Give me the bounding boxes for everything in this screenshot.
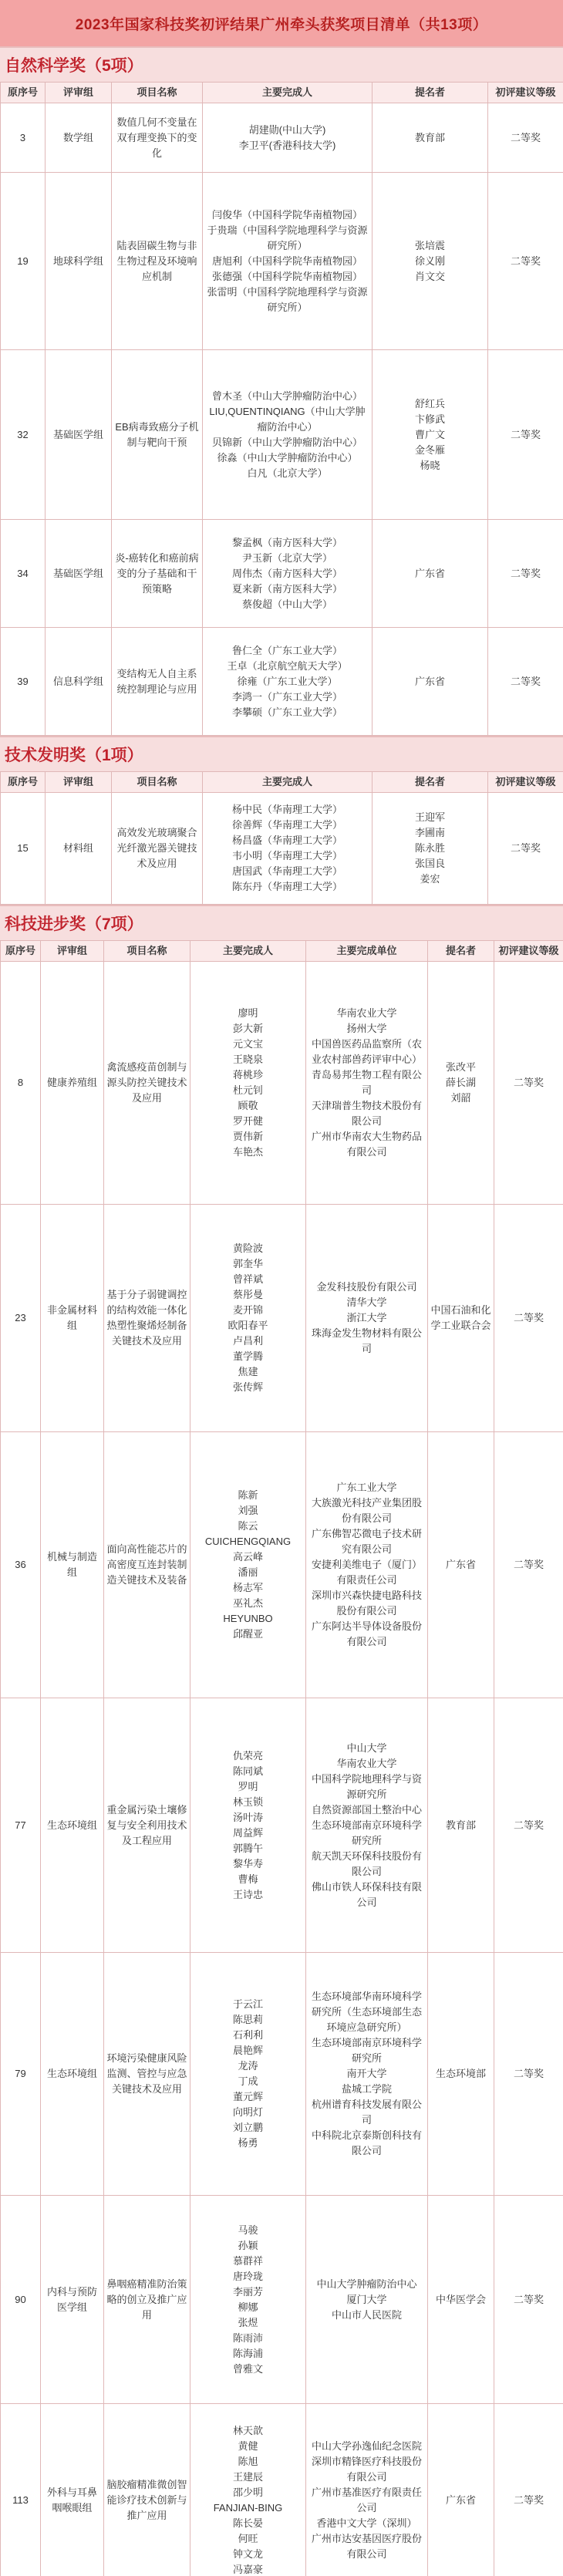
header-cell: 初评建议等级 <box>494 941 563 962</box>
header-cell: 原序号 <box>1 83 46 103</box>
nominator <box>428 1432 494 1698</box>
project-name: 数值几何不变量在双有理变换下的变化 <box>112 103 203 173</box>
main-contributors-line: 黄健 <box>238 2439 258 2452</box>
main-contributors-line: 陈长晏 <box>232 2517 263 2529</box>
nominator-line: 薛长湖 <box>445 1077 476 1088</box>
nominator-line: 杨晓 <box>420 459 440 471</box>
completion-units-line: 华南农业大学 <box>336 1757 397 1769</box>
award-level: 二等奖 <box>488 173 563 350</box>
main-contributors-line: 闫俊华（中国科学院华南植物园） <box>211 208 362 221</box>
main-contributors <box>190 2196 306 2404</box>
award-level: 二等奖 <box>488 103 563 173</box>
row-number: 19 <box>1 173 46 350</box>
row-number: 113 <box>1 2404 41 2576</box>
nominator-line: 广东省 <box>445 1559 476 1570</box>
completion-units-line: 青岛易邦生物工程有限公司 <box>311 1069 422 1096</box>
main-contributors-line: 孙颖 <box>238 2239 258 2251</box>
main-contributors-line: 唐国武（华南理工大学） <box>231 865 342 877</box>
main-contributors-line: 于贵瑞（中国科学院地理科学与资源研究所） <box>207 224 368 251</box>
main-contributors <box>203 793 373 905</box>
table-row <box>1 2196 563 2404</box>
table-row <box>1 1698 563 1953</box>
section-heading-progress: 科技进步奖（7项） <box>0 905 563 940</box>
main-contributors-line: 慕群祥 <box>232 2254 263 2267</box>
main-contributors <box>190 1698 306 1953</box>
main-contributors-line: 徐淼（中山大学肿瘤防治中心） <box>217 451 358 464</box>
main-contributors <box>190 1205 306 1432</box>
main-contributors-line: 王卓（北京航空航天大学） <box>227 659 348 672</box>
main-contributors-line: 夏来新（南方医科大学） <box>231 582 342 595</box>
project-name: 基于分子弱键调控的结构效能一体化热塑性聚烯烃制备关键技术及应用 <box>104 1205 190 1432</box>
completion-units-line: 广州市基准医疗有限责任公司 <box>311 2486 422 2514</box>
project-name: 面向高性能芯片的高密度互连封装制造关键技术及装备 <box>104 1432 190 1698</box>
main-contributors-line: 麦开锦 <box>232 1304 263 1316</box>
main-contributors <box>203 103 373 173</box>
main-contributors-line: 陈旭 <box>238 2455 258 2467</box>
completion-units-line: 自然资源部国土整治中心 <box>311 1803 422 1816</box>
completion-units <box>306 2404 428 2576</box>
main-contributors <box>203 350 373 520</box>
main-contributors-line: 焦建 <box>238 1366 258 1377</box>
header-cell: 提名者 <box>373 772 488 793</box>
completion-units-line: 杭州谱育科技发展有限公司 <box>311 2099 422 2126</box>
award-level: 二等奖 <box>494 2404 563 2576</box>
main-contributors-line: 韦小明（华南理工大学） <box>231 850 342 861</box>
main-contributors-line: 欧阳春平 <box>228 1320 268 1331</box>
completion-units-line: 大族激光科技产业集团股份有限公司 <box>311 1497 422 1524</box>
header-cell: 项目名称 <box>112 772 203 793</box>
completion-units-line: 中国兽医药品监察所（农业农村部兽药评审中心） <box>311 1038 422 1065</box>
nominator <box>373 793 488 905</box>
main-contributors-line: 邵少明 <box>232 2486 263 2498</box>
table-row <box>1 103 563 173</box>
section-heading-invention: 技术发明奖（1项） <box>0 736 563 771</box>
project-name: 禽流感疫苗创制与源头防控关键技术及应用 <box>104 962 190 1205</box>
main-contributors <box>203 173 373 350</box>
main-contributors-line: 晨艳辉 <box>232 2045 263 2056</box>
main-contributors-line: 龙涛 <box>238 2060 258 2072</box>
completion-units-line: 航天凯天环保科技股份有限公司 <box>311 1849 422 1877</box>
header-cell: 初评建议等级 <box>488 83 563 103</box>
main-contributors-line: 冯嘉豪 <box>232 2563 263 2575</box>
project-name: 重金属污染土壤修复与安全利用技术及工程应用 <box>104 1698 190 1953</box>
award-level: 二等奖 <box>494 1432 563 1698</box>
main-contributors-line: 丁成 <box>238 2075 258 2087</box>
review-group: 健康养殖组 <box>41 962 104 1205</box>
completion-units <box>306 962 428 1205</box>
main-contributors-line: 马骏 <box>238 2224 258 2236</box>
main-contributors-line: HEYUNBO <box>223 1613 273 1624</box>
completion-units-line: 广东阿达半导体设备股份有限公司 <box>311 1620 422 1647</box>
main-contributors-line: 柳娜 <box>238 2301 258 2313</box>
completion-units-line: 扬州大学 <box>346 1023 387 1034</box>
completion-units-line: 安捷利美维电子（厦门）有限责任公司 <box>311 1559 422 1586</box>
project-name: EB病毒致癌分子机制与靶向干预 <box>112 350 203 520</box>
nominator-line: 张培震 <box>414 239 445 251</box>
completion-units-line: 南开大学 <box>346 2068 387 2079</box>
nominator <box>373 520 488 628</box>
main-contributors-line: 李卫平(香港科技大学) <box>238 139 336 151</box>
row-number: 32 <box>1 350 46 520</box>
nominator-line: 金冬雁 <box>414 443 445 456</box>
nominator-line: 徐义刚 <box>414 255 445 267</box>
main-contributors-line: 仇荣亮 <box>232 1749 263 1762</box>
review-group: 数学组 <box>46 103 112 173</box>
main-contributors-line: 蔡彤曼 <box>232 1289 263 1300</box>
main-contributors-line: 车艳杰 <box>232 1146 263 1158</box>
main-contributors-line: 徐善辉（华南理工大学） <box>231 819 342 831</box>
main-contributors-line: LIU,QUENTINQIANG（中山大学肿瘤防治中心） <box>209 405 366 433</box>
nominator-line: 广东省 <box>414 567 445 579</box>
main-contributors-line: 张传辉 <box>232 1381 263 1393</box>
main-contributors-line: 彭大新 <box>232 1023 263 1034</box>
project-name: 鼻咽癌精准防治策略的创立及推广应用 <box>104 2196 190 2404</box>
nominator-line: 李圃南 <box>414 827 445 838</box>
main-contributors-line: 何旺 <box>238 2532 258 2544</box>
award-level: 二等奖 <box>494 2196 563 2404</box>
project-name: 陆表固碳生物与非生物过程及环境响应机制 <box>112 173 203 350</box>
header-cell: 评审组 <box>46 772 112 793</box>
nominator <box>428 962 494 1205</box>
completion-units-line: 生态环境部华南环境科学研究所（生态环境部生态环境应急研究所） <box>311 1991 422 2033</box>
review-group: 生态环境组 <box>41 1953 104 2196</box>
main-contributors-line: 曾雅文 <box>232 2362 263 2375</box>
main-contributors <box>203 520 373 628</box>
review-group: 信息科学组 <box>46 628 112 736</box>
review-group: 内科与预防医学组 <box>41 2196 104 2404</box>
completion-units-line: 广州市华南农大生物药品有限公司 <box>311 1131 422 1158</box>
main-contributors-line: 陈新 <box>238 1489 258 1501</box>
nominator-line: 舒红兵 <box>414 397 445 410</box>
main-contributors-line: 石利利 <box>232 2029 263 2041</box>
award-level: 二等奖 <box>488 628 563 736</box>
main-contributors-line: 黎华寿 <box>232 1857 263 1870</box>
nominator-line: 卞修武 <box>414 413 445 425</box>
completion-units-line: 中山大学 <box>346 1741 387 1754</box>
nominator <box>373 173 488 350</box>
completion-units-line: 广东佛智芯微电子技术研究有限公司 <box>311 1528 422 1555</box>
row-number: 79 <box>1 1953 41 2196</box>
table-row <box>1 1953 563 2196</box>
completion-units <box>306 1953 428 2196</box>
header-cell: 主要完成人 <box>190 941 306 962</box>
table-row <box>1 793 563 905</box>
nominator <box>428 1205 494 1432</box>
completion-units-line: 中山市人民医院 <box>331 2308 402 2321</box>
review-group: 基础医学组 <box>46 520 112 628</box>
nominator-line: 教育部 <box>445 1819 476 1831</box>
project-name: 变结构无人自主系统控制理论与应用 <box>112 628 203 736</box>
section-heading-natural: 自然科学奖（5项） <box>0 46 563 82</box>
main-contributors-line: 张雷明（中国科学院地理科学与资源研究所） <box>207 285 368 313</box>
header-cell: 初评建议等级 <box>488 772 563 793</box>
header-cell: 主要完成单位 <box>306 941 428 962</box>
main-contributors-line: 张煜 <box>238 2316 258 2328</box>
header-cell: 提名者 <box>373 83 488 103</box>
nominator <box>373 350 488 520</box>
main-contributors-line: 鲁仁全（广东工业大学） <box>231 644 342 656</box>
nominator-line: 姜宏 <box>420 873 440 885</box>
completion-units-line: 广州市达安基因医疗股份有限公司 <box>311 2532 422 2560</box>
main-contributors-line: 潘丽 <box>238 1566 258 1578</box>
main-contributors <box>190 1953 306 2196</box>
completion-units-line: 中山大学孙逸仙纪念医院 <box>311 2439 422 2452</box>
completion-units-line: 佛山市铁人环保科技有限公司 <box>311 1880 422 1908</box>
main-contributors-line: 李攀硕（广东工业大学） <box>231 706 342 718</box>
nominator-line: 生态环境部 <box>435 2068 486 2079</box>
main-contributors-line: 罗开健 <box>232 1115 263 1127</box>
main-contributors-line: 郭腾午 <box>232 1842 263 1854</box>
nominator-line: 广东省 <box>445 2493 476 2506</box>
main-contributors-line: 卢昌利 <box>232 1335 263 1347</box>
main-contributors-line: 杨勇 <box>238 2137 258 2149</box>
award-level: 二等奖 <box>488 793 563 905</box>
main-contributors-line: 王建辰 <box>232 2470 263 2483</box>
completion-units-line: 清华大学 <box>346 1296 387 1308</box>
main-contributors-line: 元文宝 <box>232 1038 263 1050</box>
main-contributors-line: 向明灯 <box>232 2106 263 2118</box>
header-cell: 评审组 <box>41 941 104 962</box>
completion-units-line: 生态环境部南京环境科学研究所 <box>311 2037 422 2064</box>
project-name: 高效发光玻璃聚合光纤激光器关键技术及应用 <box>112 793 203 905</box>
header-cell: 项目名称 <box>112 83 203 103</box>
row-number: 23 <box>1 1205 41 1432</box>
main-contributors-line: 王晓泉 <box>232 1054 263 1065</box>
review-group: 外科与耳鼻咽喉眼组 <box>41 2404 104 2576</box>
table-row <box>1 1205 563 1432</box>
review-group: 基础医学组 <box>46 350 112 520</box>
main-contributors-line: 邱醒亚 <box>232 1628 263 1640</box>
completion-units-line: 金发科技股份有限公司 <box>316 1281 417 1293</box>
main-contributors-line: 陈东丹（华南理工大学） <box>231 881 342 892</box>
nominator-line: 王迎军 <box>414 811 445 823</box>
review-group: 地球科学组 <box>46 173 112 350</box>
nominator-line: 张改平 <box>445 1061 476 1073</box>
review-group: 非金属材料组 <box>41 1205 104 1432</box>
nominator <box>428 2196 494 2404</box>
main-contributors-line: CUICHENGQIANG <box>204 1536 292 1547</box>
main-contributors-line: 曾木圣（中山大学肿瘤防治中心） <box>211 389 362 402</box>
main-contributors-line: 唐玲珑 <box>232 2270 263 2282</box>
main-contributors-line: 顾敬 <box>238 1100 258 1111</box>
nominator-line: 肖文交 <box>414 270 445 282</box>
review-group: 生态环境组 <box>41 1698 104 1953</box>
nominator-line: 教育部 <box>414 131 445 143</box>
completion-units-line: 广东工业大学 <box>336 1482 397 1493</box>
main-contributors <box>190 2404 306 2576</box>
main-contributors-line: 曹梅 <box>238 1873 258 1885</box>
completion-units-line: 厦门大学 <box>346 2293 387 2305</box>
completion-units <box>306 1698 428 1953</box>
header-cell: 评审组 <box>46 83 112 103</box>
completion-units-line: 中山大学肿瘤防治中心 <box>316 2278 417 2290</box>
completion-units-line: 天津瑞普生物技术股份有限公司 <box>311 1100 422 1127</box>
completion-units <box>306 1432 428 1698</box>
main-contributors-line: 林天歆 <box>232 2424 263 2436</box>
main-contributors-line: 钟文龙 <box>232 2547 263 2560</box>
nominator-line: 陈永胜 <box>414 842 445 854</box>
completion-units-line: 中科院北京泰斯创科技有限公司 <box>311 2129 422 2156</box>
table-row <box>1 350 563 520</box>
completion-units-line: 浙江大学 <box>346 1312 387 1323</box>
main-contributors-line: 林玉锁 <box>232 1795 263 1808</box>
row-number: 39 <box>1 628 46 736</box>
award-level: 二等奖 <box>494 1953 563 2196</box>
completion-units-line: 深圳市兴森快捷电路科技股份有限公司 <box>311 1590 422 1617</box>
nominator-line: 曹广文 <box>414 428 445 440</box>
main-contributors-line: 于云江 <box>232 1998 263 2010</box>
natural-table <box>0 82 563 736</box>
main-contributors-line: 徐雍（广东工业大学） <box>237 675 338 687</box>
main-contributors <box>190 962 306 1205</box>
header-cell: 主要完成人 <box>203 772 373 793</box>
main-contributors-line: 周益辉 <box>232 1826 263 1839</box>
row-number: 90 <box>1 2196 41 2404</box>
main-contributors-line: FANJIAN-BING <box>213 2501 283 2514</box>
nominator <box>428 1953 494 2196</box>
main-contributors-line: 白凡（北京大学） <box>247 467 328 479</box>
table-row <box>1 628 563 736</box>
row-number: 3 <box>1 103 46 173</box>
main-contributors-line: 贾伟新 <box>232 1131 263 1142</box>
main-contributors-line: 陈海浦 <box>232 2347 263 2359</box>
main-contributors-line: 罗明 <box>238 1780 258 1792</box>
main-contributors-line: 陈同斌 <box>232 1765 263 1777</box>
table-row <box>1 962 563 1205</box>
table-row <box>1 520 563 628</box>
completion-units-line: 盐城工学院 <box>341 2083 392 2095</box>
table-row <box>1 1432 563 1698</box>
invention-header-row <box>1 772 563 793</box>
main-contributors-line: 杨昌盛（华南理工大学） <box>231 835 342 846</box>
main-contributors-line: 唐旭利（中国科学院华南植物园） <box>211 255 362 267</box>
completion-units-line: 华南农业大学 <box>336 1007 397 1019</box>
row-number: 15 <box>1 793 46 905</box>
main-contributors-line: 尹玉新（北京大学） <box>241 551 332 564</box>
main-contributors-line: 李鸿一（广东工业大学） <box>231 690 342 703</box>
header-cell: 原序号 <box>1 941 41 962</box>
completion-units <box>306 1205 428 1432</box>
main-contributors <box>203 628 373 736</box>
review-group: 机械与制造组 <box>41 1432 104 1698</box>
main-contributors-line: 巫礼杰 <box>232 1597 263 1609</box>
main-contributors-line: 王诗忠 <box>232 1888 263 1900</box>
header-cell: 提名者 <box>428 941 494 962</box>
project-name: 脑胶瘤精准微创智能诊疗技术创新与推广应用 <box>104 2404 190 2576</box>
main-contributors <box>190 1432 306 1698</box>
main-contributors-line: 陈云 <box>238 1520 258 1532</box>
main-contributors-line: 蒋桃珍 <box>232 1069 263 1081</box>
nominator-line: 刘韶 <box>450 1092 471 1104</box>
row-number: 36 <box>1 1432 41 1698</box>
completion-units-line: 深圳市精锋医疗科技股份有限公司 <box>311 2455 422 2483</box>
main-contributors-line: 张德强（中国科学院华南植物园） <box>211 270 362 282</box>
page-title: 2023年国家科技奖初评结果广州牵头获奖项目清单（共13项） <box>0 0 563 46</box>
header-cell: 项目名称 <box>104 941 190 962</box>
main-contributors-line: 蔡俊超（中山大学） <box>241 598 332 610</box>
main-contributors-line: 陈思莉 <box>232 2014 263 2025</box>
main-contributors-line: 贝锦新（中山大学肿瘤防治中心） <box>211 436 362 448</box>
row-number: 8 <box>1 962 41 1205</box>
header-cell: 原序号 <box>1 772 46 793</box>
nominator <box>373 628 488 736</box>
table-row <box>1 2404 563 2576</box>
main-contributors-line: 曾祥斌 <box>232 1273 263 1285</box>
main-contributors-line: 胡建勋(中山大学) <box>248 123 326 136</box>
main-contributors-line: 黄险波 <box>232 1242 263 1254</box>
award-level: 二等奖 <box>488 350 563 520</box>
main-contributors-line: 郭奎华 <box>232 1258 263 1269</box>
progress-header-row <box>1 941 563 962</box>
completion-units <box>306 2196 428 2404</box>
nominator <box>373 103 488 173</box>
nominator-line: 广东省 <box>414 675 445 687</box>
project-name: 环境污染健康风险监测、管控与应急关键技术及应用 <box>104 1953 190 2196</box>
main-contributors-line: 杜元钊 <box>232 1084 263 1096</box>
award-level: 二等奖 <box>488 520 563 628</box>
main-contributors-line: 杨志军 <box>232 1582 263 1593</box>
table-row <box>1 173 563 350</box>
main-contributors-line: 周伟杰（南方医科大学） <box>231 567 342 579</box>
main-contributors-line: 汤叶涛 <box>232 1811 263 1823</box>
progress-table <box>0 940 563 2576</box>
nominator-line: 中国石油和化学工业联合会 <box>430 1304 491 1331</box>
invention-table <box>0 771 563 905</box>
main-contributors-line: 陈雨沛 <box>232 2332 263 2344</box>
main-contributors-line: 黎孟枫（南方医科大学） <box>231 536 342 548</box>
main-contributors-line: 杨中民（华南理工大学） <box>231 804 342 815</box>
main-contributors-line: 刘强 <box>238 1505 258 1516</box>
award-level: 二等奖 <box>494 962 563 1205</box>
completion-units-line: 香港中文大学（深圳） <box>316 2517 417 2529</box>
review-group: 材料组 <box>46 793 112 905</box>
main-contributors-line: 李丽芳 <box>232 2285 263 2298</box>
main-contributors-line: 高云峰 <box>232 1551 263 1563</box>
completion-units-line: 珠海金发生物材料有限公司 <box>311 1327 422 1354</box>
nominator-line: 中华医学会 <box>435 2293 486 2305</box>
row-number: 34 <box>1 520 46 628</box>
row-number: 77 <box>1 1698 41 1953</box>
main-contributors-line: 董学腾 <box>232 1350 263 1362</box>
main-contributors-line: 刘立鹏 <box>232 2122 263 2133</box>
main-contributors-line: 董元辉 <box>232 2091 263 2102</box>
completion-units-line: 生态环境部南京环境科学研究所 <box>311 1819 422 1846</box>
natural-header-row <box>1 83 563 103</box>
project-name: 炎-癌转化和癌前病变的分子基础和干预策略 <box>112 520 203 628</box>
header-cell: 主要完成人 <box>203 83 373 103</box>
nominator <box>428 2404 494 2576</box>
award-level: 二等奖 <box>494 1205 563 1432</box>
nominator-line: 张国良 <box>414 858 445 869</box>
main-contributors-line: 廖明 <box>238 1007 258 1019</box>
award-level: 二等奖 <box>494 1698 563 1953</box>
nominator <box>428 1698 494 1953</box>
completion-units-line: 中国科学院地理科学与资源研究所 <box>311 1772 422 1800</box>
